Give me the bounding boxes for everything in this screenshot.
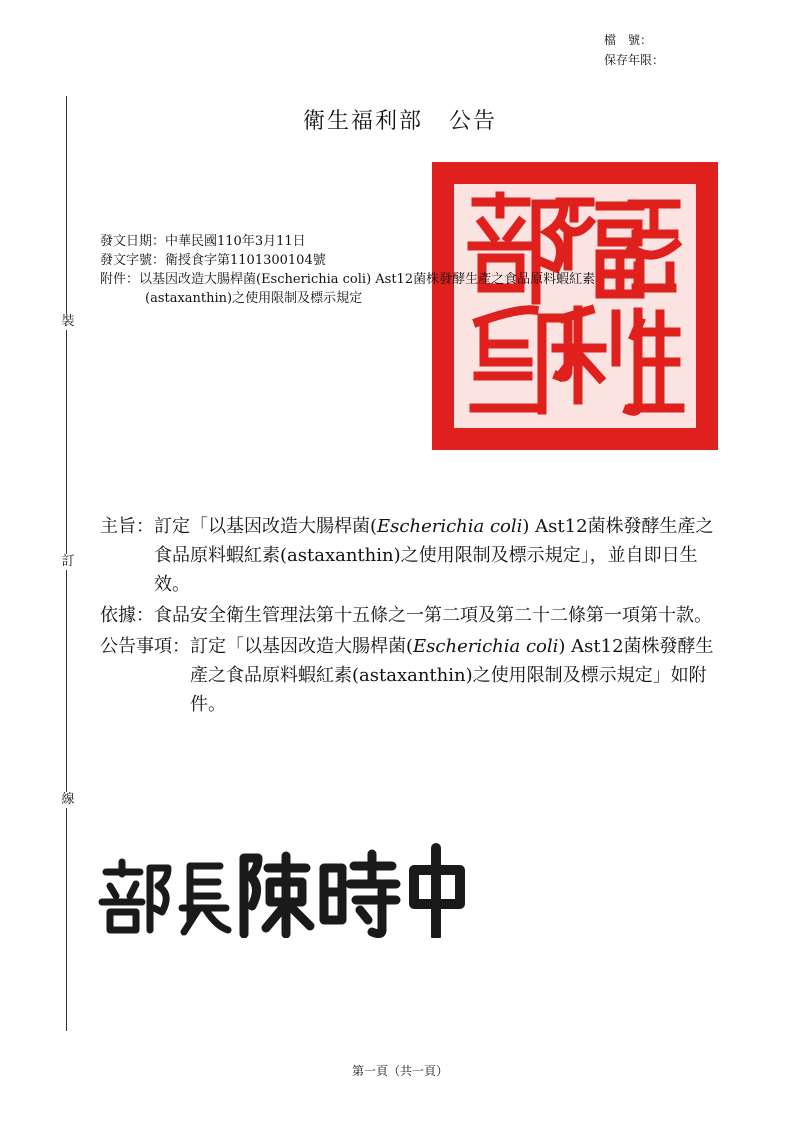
page-footer: 第一頁（共一頁） [351,1064,448,1078]
subject-text [154,512,720,599]
page-title [0,104,800,135]
announcement-species-name: Escherichia coli [413,636,559,657]
binding-mark-ding: 訂 [61,554,75,569]
binding-mark-xian: 線 [61,792,75,807]
basis-section [100,601,720,630]
basis-label: 依據： [100,605,154,626]
announcement-text-part1: 訂定「以基因改造大腸桿菌( [190,636,414,657]
announcement-items-text [190,632,720,719]
attachment-continued: (astaxanthin)之使用限制及標示規定 [145,291,363,306]
issuing-organization: 衛生福利部 [302,109,423,134]
document-meta [100,232,595,308]
subject-label: 主旨： [100,516,154,537]
binding-line [60,96,76,1031]
subject-species-name: Escherichia coli [377,516,523,537]
file-number-label: 檔 號： [604,33,653,47]
subject-text-part1: 訂定「以基因改造大腸桿菌( [154,516,378,537]
announcement-items-label: 公告事項： [100,636,190,657]
announcement-body [100,512,720,721]
issue-date: 發文日期：中華民國110年3月11日 [100,234,306,249]
document-number: 發文字號：衛授食字第1101300104號 [100,253,326,268]
minister-signature [98,838,478,938]
basis-text: 食品安全衛生管理法第十五條之一第二項及第二十二條第一項第十款。 [154,605,712,626]
announcement-text-part2: ) Ast12菌株發酵生產之食品原料蝦紅素(astaxanthin)之使用限制及標示規定」如附件。 [190,636,714,715]
subject-text-part2: ) Ast12菌株發酵生產之食品原料蝦紅素(astaxanthin)之使用限制及標示規定」，並自即日生效。 [154,516,714,595]
announcement-items-section [100,632,720,719]
attachment: 附件：以基因改造大腸桿菌(Escherichia coli) Ast12菌株發酵生產之食品原料蝦紅素 [100,272,596,287]
retention-label: 保存年限： [604,53,665,67]
subject-section [100,512,720,599]
archive-info [604,30,664,70]
binding-mark-zhuang: 裝 [61,314,75,329]
document-type: 公告 [449,109,498,134]
